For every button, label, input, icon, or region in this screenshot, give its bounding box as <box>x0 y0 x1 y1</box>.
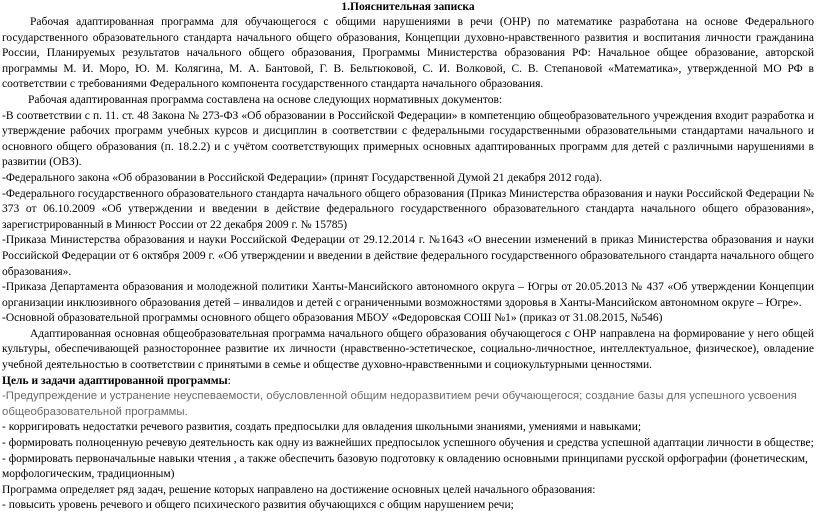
paragraph-order-1643: -Приказа Министерства образования и науки Российской Федерации от 29.12.2014 г. №1643 «О внесении изменений в приказ Министерства образования и науки Российской Федерации от 6 октября 2009 г. «Об утверждении и введении в действие федерального государственного образовательного стандарта начального общего образования». <box>2 234 814 278</box>
paragraph-order-437: -Приказа Департамента образования и молодежной политики Ханты-Мансийского автономного округа – Югры от 20.05.2013 № 437 «Об утверждении Концепции организации инклюзивного образования детей – инвалидов и детей с ограниченными возможностями здоровья в Ханты-Мансийском автономном округе – Югре». <box>2 281 814 309</box>
task-item: - формировать полноценную речевую деятельность как одну из важнейших предпосылок успешного обучения и средства успешной адаптации личности в обществе; <box>2 437 814 450</box>
paragraph-adapted-program: Адаптированная основная общеобразовательная программа начального общего образования обучающегося с ОНР направлена на формирование у него общей культуры, обеспечивающей разностороннее развитие их личности (нравственно-эстетическое, социально-личностное, интеллектуальное, физическое), овладение учебной деятельностью в соответствии с принятыми в семье и обществе духовно-нравственными и социокультурными ценностями. <box>2 327 814 372</box>
task-item: - формировать первоначальные навыки чтения , а также обеспечить базовую подготовку к овладению основными принципами русской орфографии (фонетическим, морфологическим, традиционным) <box>2 452 808 481</box>
paragraph-normative-intro: Рабочая адаптированная программа составлена на основе следующих нормативных документов: <box>28 93 503 106</box>
paragraph-school-program: -Основной образовательной программы основного общего образования МБОУ «Федоровская СОШ №1» (приказ от 31.08.2015, №546) <box>2 312 663 325</box>
goals-heading: Цель и задачи адаптированной программы <box>2 374 228 387</box>
page-title: 1.Пояснительная записка <box>341 1 475 13</box>
paragraph-tasks-intro: Программа определяет ряд задач, решение которых направлено на достижение основных целей начального образования: <box>2 483 596 496</box>
paragraph-federal-law: -Федерального закона «Об образовании в Российской Федерации» (принят Государственной Думой 21 декабря 2012 года). <box>2 171 602 184</box>
task-item: - повысить уровень речевого и общего психического развития обучающихся с общим нарушением речи; <box>2 499 514 512</box>
goals-heading-colon: : <box>227 374 231 387</box>
goal-statement: -Предупреждение и устранение неуспеваемости, обусловленной общим недоразвитием речи обучающегося; создание базы для успешного усвоения общеобразовательной программы. <box>2 390 797 418</box>
task-item: - корригировать недостатки речевого развития, создать предпосылки для овладения школьными знаниями, умениями и навыками; <box>2 421 642 434</box>
paragraph-law-273: -В соответствии с п. 11. ст. 48 Закона № 273-ФЗ «Об образовании в Российской Федерации» в компетенцию общеобразовательного учреждения входит разработка и утверждение рабочих программ учебных курсов и дисциплин в соответствии с федеральными государственными образовательными стандартами начального и основного общего образования (п. 18.2.2) и с учётом соответствующих примерных основных адаптированных программ для детей с различными нарушениями в развитии (ОВЗ). <box>2 109 814 169</box>
paragraph-fgos: -Федерального государственного образовательного стандарта начального общего образования (Приказ Министерства образования и науки Российской Федерации № 373 от 06.10.2009 «Об утверждении и введении в действие федерального государственного образовательного стандарта начального общего образования», зарегистрированный в Минюст России от 22 декабря 2009 г. № 15785) <box>2 187 814 231</box>
paragraph-intro: Рабочая адаптированная программа для обучающегося с общими нарушениями в речи (ОНР) по математике разработана на основе Федерального государственного образовательного стандарта начального общего образования, Концепции духовно-нравственного развития и воспитания личности гражданина России, Планируемых результатов начального общего образования, Программы Министерства образования РФ: Начальное общее образование, авторской программы М. И. Моро, Ю. М. Колягина, М. А. Бантовой, Г. В. Бельтюковой, С. И. Волковой, С. В. Степановой «Математика», утвержденной МО РФ в соответствии с требованиями Федерального компонента государственного стандарта начального образования. <box>2 16 814 91</box>
goals-heading-line <box>2 374 814 390</box>
